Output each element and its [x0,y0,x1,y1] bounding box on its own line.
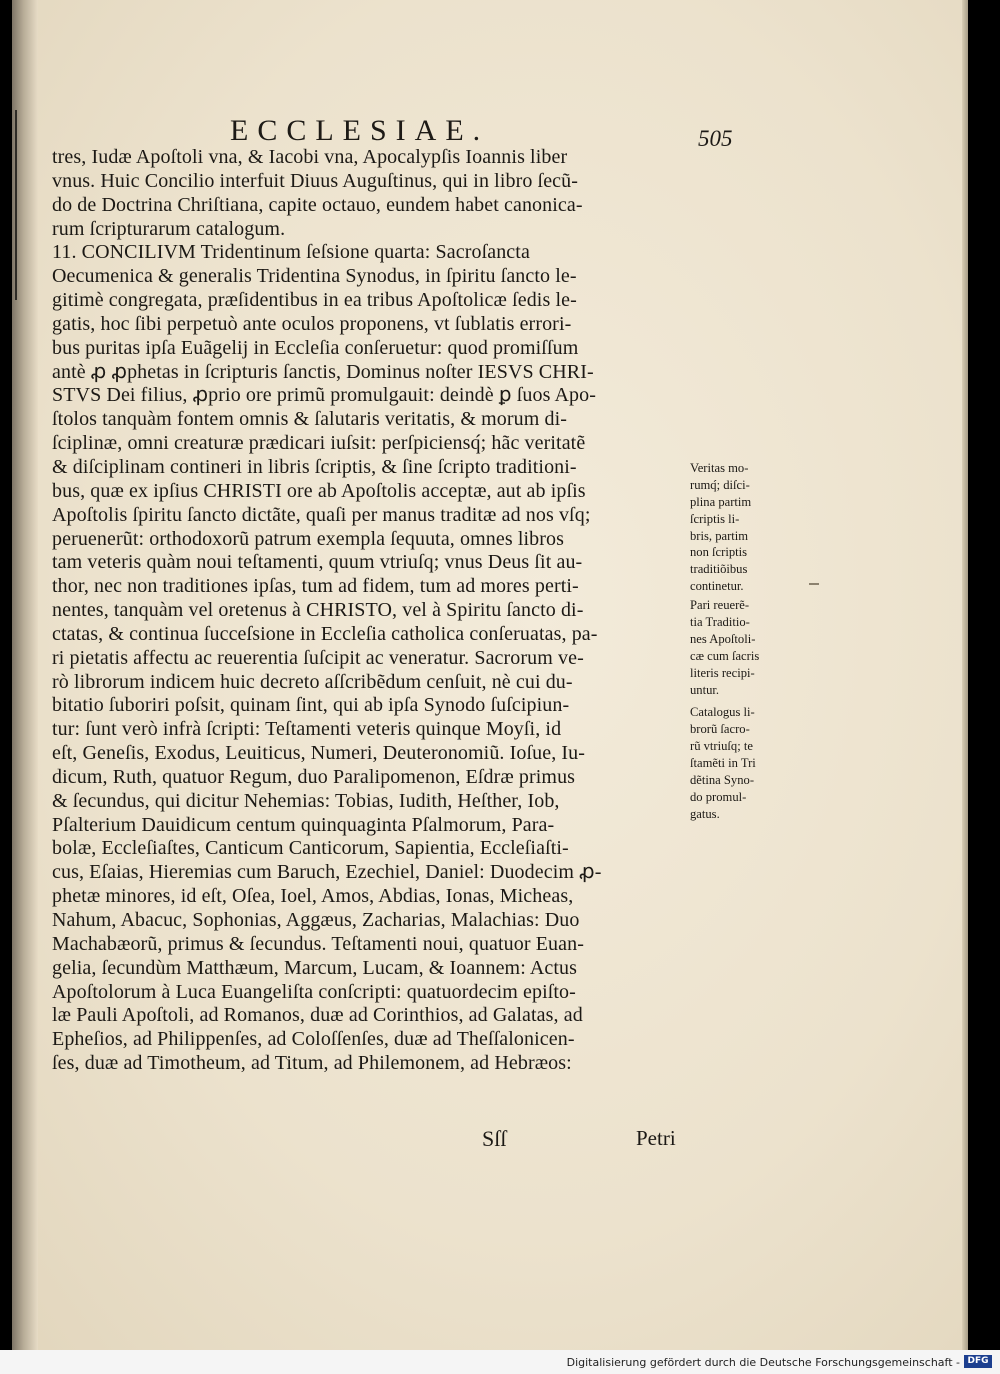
margin-note-line: nes Apoſtoli- [690,631,756,646]
margin-notes [690,460,800,823]
text-line: bus, quæ ex ipſius CHRISTI ore ab Apoſtolis acceptæ, aut ab ipſis [52,479,586,502]
text-line: gatis, hoc ſibi perpetuò ante oculos proponens, vt ſublatis errori- [52,312,572,335]
text-line: vnus. Huic Concilio interfuit Diuus Auguſtinus, qui in libro ſecũ- [52,169,579,192]
text-line: thor, nec non traditiones ipſas, tum ad fidem, tum ad mores perti- [52,575,579,598]
catchword: Petri [636,1126,676,1150]
page-number: 505 [698,126,733,151]
text-line: ri pietatis affectu ac reuerentia ſuſcipit ac veneratur. Sacrorum ve- [52,646,584,669]
margin-note-line: do promul- [690,789,747,804]
text-line: ctatas, & continua ſucceſsione in Eccleſia catholica conſeruatas, pa- [52,622,598,645]
margin-note [690,460,800,595]
text-line: do de Doctrina Chriſtiana, capite octauo, eundem habet canonica- [52,193,583,216]
margin-note-line: Pari reuerẽ- [690,598,750,613]
text-line: Apoſtolorum à Luca Euangeliſta conſcripti: quatuordecim epiſto- [52,980,576,1003]
text-line: ſtolos tanquàm fontem omnis & ſalutaris veritatis, & morum di- [52,408,568,431]
text-line: bus puritas ipſa Euãgelij in Eccleſia conſeruetur: quod promiſſum [52,336,579,359]
text-line: bolæ, Eccleſiaſtes, Canticum Canticorum, Sapientia, Eccleſiaſti- [52,837,569,860]
text-line: 11. CONCILIVM Tridentinum ſeſsione quarta: Sacroſancta [52,241,530,264]
margin-note-line: ſtamẽti in Tri [690,756,756,771]
text-line: gitimè congregata, præſidentibus in ea tribus Apoſtolicæ ſedis le- [52,289,577,312]
text-line: Machabæorũ, primus & ſecundus. Teſtamenti noui, quatuor Euan- [52,932,584,955]
margin-note-line: bris, partim [690,528,749,543]
signature-mark: Sſſ [482,1126,507,1151]
text-line: dicum, Ruth, quatuor Regum, duo Paralipomenon, Eſdræ primus [52,765,576,788]
margin-note-line: Veritas mo- [690,461,749,475]
text-line: & diſciplinam contineri in libris ſcriptis, & ſine ſcripto traditioni- [52,455,577,478]
margin-note-line: traditiõibus [690,562,748,577]
text-line: STVS Dei filius, ꝓprio ore primũ promulgauit: deindè ꝑ ſuos Apo- [52,384,596,407]
text-line: phetæ minores, id eſt, Oſea, Ioel, Amos, Abdias, Ionas, Micheas, [52,885,574,908]
text-line: Apoſtolis ſpiritu ſancto dictãte, quaſi per manus traditæ ad nos vſq; [52,503,591,526]
text-line: bitatio ſuboriri poſsit, quinam ſint, qui ab ipſa Synodo ſuſcipiun- [52,694,570,717]
margin-note-line: brorũ ſacro- [690,722,750,737]
marginal-mark [809,583,819,585]
gutter-shadow [15,110,17,300]
text-line: ſes, duæ ad Timotheum, ad Titum, ad Philemonem, ad Hebræos: [52,1052,572,1075]
margin-note-line: non ſcriptis [690,545,748,560]
margin-note-line: tia Traditio- [690,615,750,630]
text-line: antè ꝓ ꝓphetas in ſcripturis ſanctis, Dominus noſter IESVS CHRI- [52,360,594,383]
text-line: gelia, ſecundùm Matthæum, Marcum, Lucam, & Ioannem: Actus [52,956,578,979]
running-head: ECCLESIAE. [230,114,490,147]
book-page [12,0,968,1350]
dfg-logo-icon: DFG [964,1355,992,1368]
text-line: læ Pauli Apoſtoli, ad Romanos, duæ ad Corinthios, ad Galatas, ad [52,1004,583,1027]
page-gutter [12,0,38,1350]
margin-note-line: rũ vtriuſq; te [690,739,753,754]
text-line: nentes, tanquàm vel oretenus à CHRISTO, vel à Spiritu ſancto di- [52,599,584,622]
text-line: Nahum, Abacuc, Sophonias, Aggæus, Zacharias, Malachias: Duo [52,909,580,931]
text-line: Epheſios, ad Philippenſes, ad Coloſſenſes, duæ ad Theſſalonicen- [52,1028,575,1051]
text-line: tres, Iudæ Apoſtoli vna, & Iacobi vna, Apocalypſis Ioannis liber [52,146,568,168]
text-line: rò librorum indicem huic decreto aſſcribẽdum cenſuit, nè cui du- [52,670,573,693]
page-edge [962,0,968,1350]
text-line: tam veteris quàm noui teſtamenti, quum vtriuſq; vnus Deus ſit au- [52,551,583,574]
footer-credit: Digitalisierung gefördert durch die Deutsche Forschungsgemeinschaft - [566,1356,960,1369]
text-line: Pſalterium Dauidicum centum quinquaginta Pſalmorum, Para- [52,813,555,836]
margin-note-line: dẽtina Syno- [690,773,755,788]
text-line: cus, Eſaias, Hieremias cum Baruch, Ezechiel, Daniel: Duodecim ꝓ- [52,861,602,884]
text-line: Oecumenica & generalis Tridentina Synodus, in ſpiritu ſancto le- [52,265,577,288]
margin-note-line: plina partim [690,494,752,509]
margin-note-line: Catalogus li- [690,705,755,720]
text-line: tur: ſunt verò infrà ſcripti: Teſtamenti veteris quinque Moyſi, id [52,718,562,741]
text-line: rum ſcripturarum catalogum. [52,217,286,240]
text-line: eſt, Geneſis, Exodus, Leuiticus, Numeri, Deuteronomiũ. Ioſue, Iu- [52,742,586,765]
margin-note [690,597,800,698]
margin-note-line: untur. [690,682,720,697]
margin-note [690,704,800,822]
margin-note-line: ſcriptis li- [690,511,740,526]
margin-note-line: continetur. [690,579,744,594]
text-line: ſciplinæ, omni creaturæ prædicari iuſsit: perſpiciensq́; hãc veritatẽ [52,432,586,455]
text-line: & ſecundus, qui dicitur Nehemias: Tobias, Iudith, Heſther, Iob, [52,789,560,812]
margin-note-line: gatus. [690,806,720,821]
body-text [52,146,702,1076]
margin-note-line: literis recipi- [690,665,755,680]
text-line: peruenerũt: orthodoxorũ patrum exempla ſequuta, omnes libros [52,527,564,550]
margin-note-line: cæ cum ſacris [690,648,760,663]
margin-note-line: rumq́; diſci- [690,477,750,492]
